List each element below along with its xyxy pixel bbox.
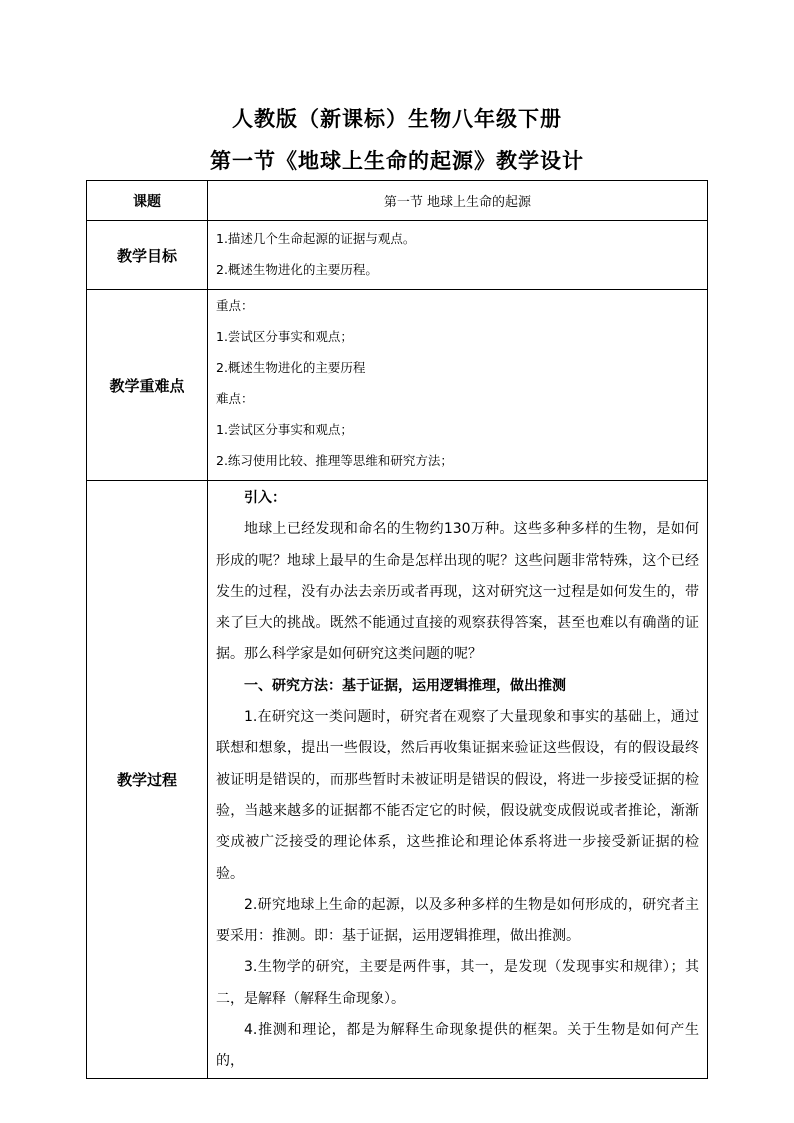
keypoints-cell xyxy=(208,290,708,481)
keypoint-line: 2.练习使用比较、推理等思维和研究方法； xyxy=(216,453,453,468)
keypoints-row xyxy=(87,290,708,481)
keypoint-line: 1.尝试区分事实和观点； xyxy=(216,422,353,437)
section-heading: 一、研究方法：基于证据，运用逻辑推理，做出推测 xyxy=(244,677,566,694)
process-label: 教学过程 xyxy=(87,481,208,1079)
keypoint-line: 重点： xyxy=(216,298,254,313)
goals-cell xyxy=(208,221,708,290)
process-point: 4.推测和理论，都是为解释生命现象提供的框架。关于生物是如何产生的， xyxy=(216,1022,699,1070)
intro-heading: 引入： xyxy=(244,490,286,506)
goals-label: 教学目标 xyxy=(87,221,208,290)
process-point: 2.研究地球上生命的起源，以及多种多样的生物是如何形成的，研究者主要采用：推测。即：基于证据，运用逻辑推理，做出推测。 xyxy=(216,896,699,945)
goal-line: 2.概述生物进化的主要历程。 xyxy=(216,262,378,277)
topic-row xyxy=(87,181,708,221)
keypoint-line: 2.概述生物进化的主要历程 xyxy=(216,360,366,375)
intro-paragraph: 地球上已经发现和命名的生物约130万种。这些多种多样的生物，是如何形成的呢？地球上最早的生命是怎样出现的呢？这些问题非常特殊，这个已经发生的过程，没有办法去亲历或者再现，这对研究这一过程是如何发生的，带来了巨大的挑战。既然不能通过直接的观察获得答案，甚至也难以有确凿的证据。那么科学家是如何研究这类问题的呢？ xyxy=(216,521,699,663)
process-point: 1.在研究这一类问题时，研究者在观察了大量现象和事实的基础上，通过联想和想象，提出一些假设，然后再收集证据来验证这些假设，有的假设最终被证明是错误的，而那些暂时未被证明是错误的假设，将进一步接受证据的检验，当越来越多的证据都不能否定它的时候，假设就变成假说或者推论，渐渐变成被广泛接受的理论体系，这些推论和理论体系将进一步接受新证据的检验。 xyxy=(216,709,699,882)
lesson-plan-table xyxy=(86,180,708,1079)
topic-value: 第一节 地球上生命的起源 xyxy=(208,181,708,221)
topic-label: 课题 xyxy=(87,181,208,221)
goals-row xyxy=(87,221,708,290)
keypoints-label: 教学重难点 xyxy=(87,290,208,481)
process-point: 3.生物学的研究，主要是两件事，其一，是发现（发现事实和规律）；其二，是解释（解释生命现象）。 xyxy=(216,959,699,1007)
lesson-title: 第一节《地球上生命的起源》教学设计 xyxy=(210,149,584,173)
goal-line: 1.描述几个生命起源的证据与观点。 xyxy=(216,231,416,246)
process-cell xyxy=(208,481,708,1079)
keypoint-line: 1.尝试区分事实和观点； xyxy=(216,329,353,344)
document-title: 人教版（新课标）生物八年级下册 xyxy=(232,107,562,131)
keypoint-line: 难点： xyxy=(216,391,254,406)
process-row xyxy=(87,481,708,1079)
